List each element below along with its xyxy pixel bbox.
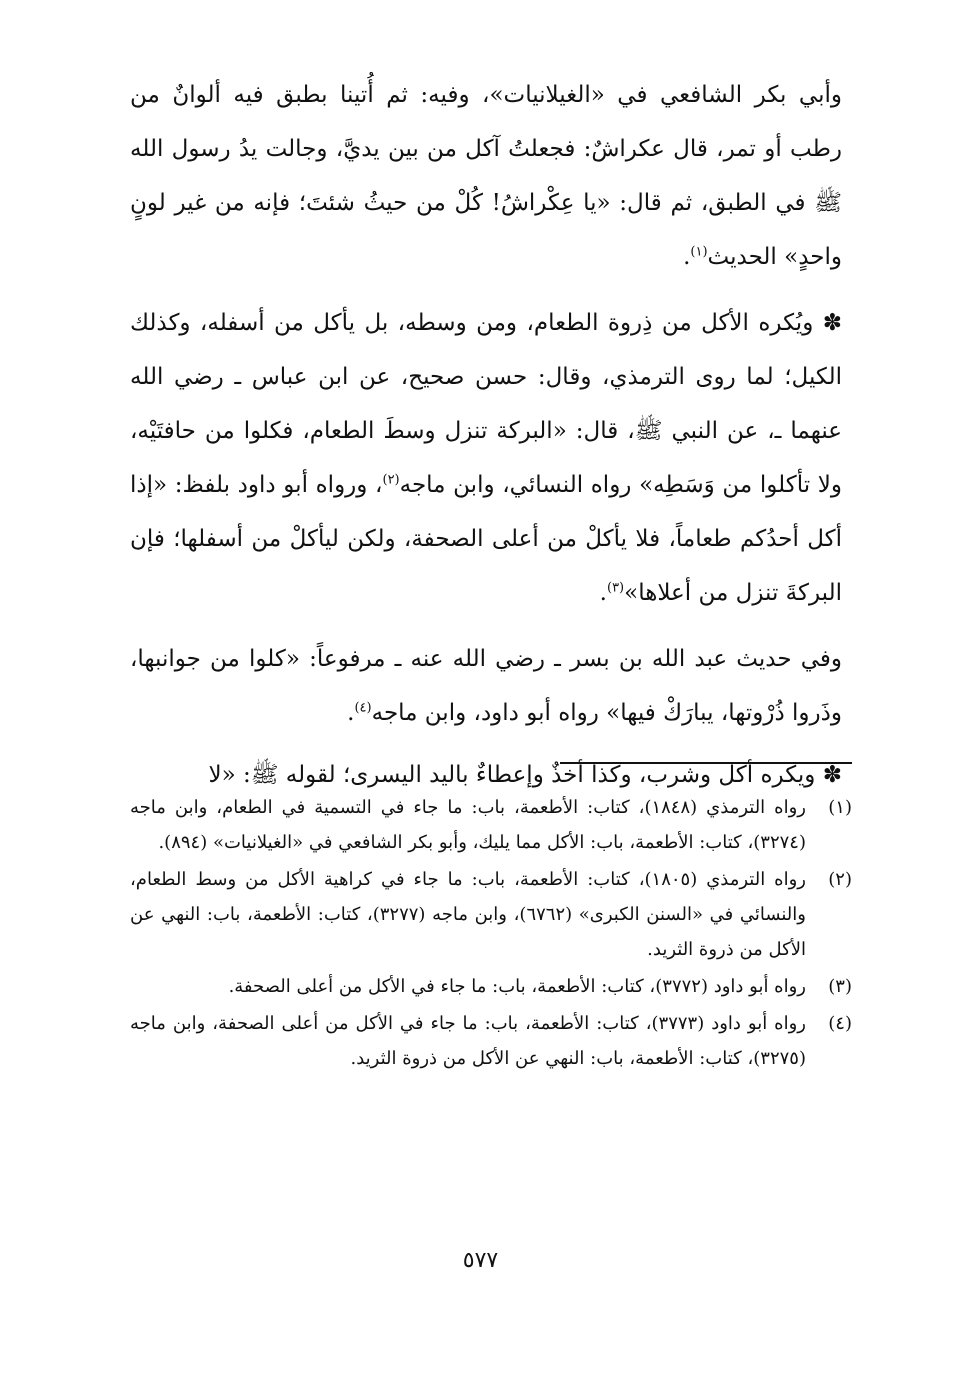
footnote-ref-3: (٣) xyxy=(606,580,625,596)
paragraph-2-text: ✽ ويُكره الأكل من ذِروة الطعام، ومن وسطه، بل يأكل من أسفله، وكذلك الكيل؛ لما روى الترمذي، وقال: حسن صحيح، عن ابن عباس ـ رضي الله عنهما ـ، عن النبي ﷺ، قال: «البركة تنزل وسطَ الطعام، فكلوا من حافتَيْه، ولا تأكلوا من وَسَطِه» رواه النسائي، وابن ماجه xyxy=(130,310,842,498)
footnote-ref-2: (٢) xyxy=(382,472,400,488)
footnote-number: (٢) xyxy=(828,869,852,890)
footnote-text: رواه الترمذي (١٨٤٨)، كتاب: الأطعمة، باب: ما جاء في التسمية في الطعام، وابن ماجه (٣٢٧٤)، كتاب: الأطعمة، باب: الأكل مما يليك، وأبو بكر الشافعي في «الغيلانيات» (٨٩٤). xyxy=(130,797,806,853)
paragraph-3 xyxy=(130,632,842,740)
paragraph-1 xyxy=(130,68,842,284)
main-text xyxy=(130,68,842,802)
footnote-number: (١) xyxy=(828,797,852,818)
paragraph-3-end: . xyxy=(347,700,355,726)
footnote-text: رواه أبو داود (٣٧٧٣)، كتاب: الأطعمة، باب: ما جاء في الأكل من أعلى الصحفة، وابن ماجه (٣٢٧٥)، كتاب: الأطعمة، باب: النهي عن الأكل من ذروة الثريد. xyxy=(130,1013,807,1069)
paragraph-3-text: وفي حديث عبد الله بن بسر ـ رضي الله عنه ـ مرفوعاً: «كلوا من جوانبها، وذَروا ذُرْوتها، يبارَكْ فيها» رواه أبو داود، وابن ماجه xyxy=(130,646,842,726)
footnote-3 xyxy=(130,969,852,1004)
paragraph-2 xyxy=(130,296,842,620)
footnote-ref-1: (١) xyxy=(690,244,708,260)
page-number: ٥٧٧ xyxy=(462,1248,499,1273)
footnote-2 xyxy=(130,862,852,967)
paragraph-1-end: . xyxy=(683,244,691,270)
paragraph-1-text: وأبي بكر الشافعي في «الغيلانيات»، وفيه: ثم أُتينا بطبق فيه ألوانٌ من رطب أو تمر، قال عكراشٌ: فجعلتُ آكل من بين يديَّ، وجالت يدُ رسول الله ﷺ في الطبق، ثم قال: «يا عِكْراشُ! كُلْ من حيثُ شئتَ؛ فإنه من غير لونٍ واحدٍ» الحديث xyxy=(130,82,842,270)
footnote-text: رواه الترمذي (١٨٠٥)، كتاب: الأطعمة، باب: ما جاء في كراهية الأكل من وسط الطعام، والنسائي في «السنن الكبرى» (٦٧٦٢)، وابن ماجه (٣٢٧٧)، كتاب: الأطعمة، باب: النهي عن الأكل من ذروة الثريد. xyxy=(130,869,807,960)
footnote-number: (٤) xyxy=(828,1013,852,1034)
footnote-1 xyxy=(130,790,852,860)
paragraph-2-continued: ، ورواه أبو داود بلفظ: «إذا أكل أحدُكم طعاماً، فلا يأكلْ من أعلى الصحفة، ولكن ليأكلْ من أسفلها؛ فإن البركةَ تنزل من أعلاها» xyxy=(130,472,842,606)
footnote-4 xyxy=(130,1006,852,1076)
paragraph-4-text: ✽ ويكره أكل وشرب، وكذا أخذٌ وإعطاءٌ باليد اليسرى؛ لقوله ﷺ: «لا xyxy=(208,762,842,788)
footnote-divider xyxy=(560,762,852,764)
footnote-text: رواه أبو داود (٣٧٧٢)، كتاب: الأطعمة، باب: ما جاء في الأكل من أعلى الصحفة. xyxy=(228,976,806,997)
footnote-number: (٣) xyxy=(828,976,852,997)
footnotes xyxy=(130,790,852,1078)
paragraph-2-end: . xyxy=(599,580,607,606)
footnote-ref-4: (٤) xyxy=(354,700,372,716)
